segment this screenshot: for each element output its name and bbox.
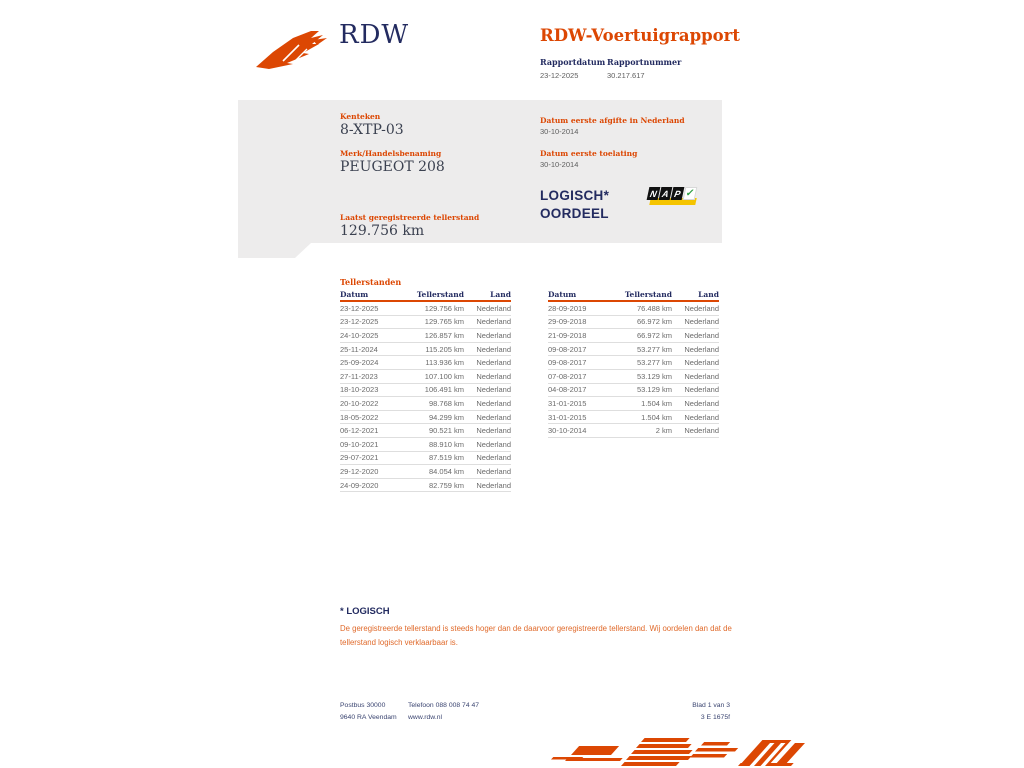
table-row <box>340 343 511 357</box>
cell-tellerstand: 87.519 km <box>428 453 464 463</box>
cell-land: Nederland <box>684 426 719 436</box>
table-row <box>340 452 511 466</box>
table-row <box>340 424 511 438</box>
table-row <box>340 370 511 384</box>
rdw-logo-swoosh-icon <box>253 22 335 72</box>
cell-land: Nederland <box>476 439 511 449</box>
tellerstanden-heading: Tellerstanden <box>340 277 402 287</box>
footer-address-line1: Postbus 30000 <box>340 702 386 709</box>
eerste-afgifte-label: Datum eerste afgifte in Nederland <box>540 116 685 125</box>
table-row <box>340 479 511 493</box>
cell-tellerstand: 66.972 km <box>636 330 672 340</box>
table-header-row <box>548 290 719 302</box>
table-row <box>340 329 511 343</box>
cell-tellerstand: 84.054 km <box>428 466 464 476</box>
cell-land: Nederland <box>476 466 511 476</box>
cell-land: Nederland <box>684 358 719 368</box>
report-date-label: Rapportdatum <box>540 57 606 67</box>
table-row <box>340 384 511 398</box>
cell-tellerstand: 53.277 km <box>636 358 672 368</box>
footer-form-code: 3 E 1675f <box>700 714 730 721</box>
laatste-tellerstand-value: 129.756 km <box>340 223 425 239</box>
cell-tellerstand: 1.504 km <box>641 412 672 422</box>
rdw-bottom-stripes-graphic <box>543 737 808 768</box>
column-header-land: Land <box>490 290 511 299</box>
cell-tellerstand: 129.765 km <box>424 317 464 327</box>
cell-datum: 30-10-2014 <box>548 426 587 436</box>
cell-land: Nederland <box>476 330 511 340</box>
eerste-toelating-label: Datum eerste toelating <box>540 149 638 158</box>
table-row <box>548 397 719 411</box>
cell-tellerstand: 53.277 km <box>636 344 672 354</box>
cell-tellerstand: 2 km <box>655 426 672 436</box>
cell-land: Nederland <box>476 412 511 422</box>
cell-land: Nederland <box>684 344 719 354</box>
column-header-tellerstand: Tellerstand <box>624 290 672 299</box>
cell-tellerstand: 126.857 km <box>424 330 464 340</box>
cell-datum: 07-08-2017 <box>548 371 587 381</box>
cell-datum: 25-11-2024 <box>340 344 378 354</box>
cell-tellerstand: 113.936 km <box>425 358 464 368</box>
table-row <box>340 465 511 479</box>
footer-page-indicator: Blad 1 van 3 <box>692 702 730 709</box>
cell-tellerstand: 53.129 km <box>636 371 672 381</box>
cell-land: Nederland <box>476 317 511 327</box>
cell-tellerstand: 98.768 km <box>428 398 464 408</box>
cell-land: Nederland <box>476 358 511 368</box>
table-row <box>548 329 719 343</box>
cell-tellerstand: 106.491 km <box>424 385 464 395</box>
cell-datum: 23-12-2025 <box>340 303 379 313</box>
cell-datum: 18-05-2022 <box>340 412 379 422</box>
oordeel-line1: LOGISCH* <box>540 188 610 203</box>
cell-datum: 18-10-2023 <box>340 385 379 395</box>
cell-tellerstand: 88.910 km <box>428 439 464 449</box>
table-row <box>548 302 719 316</box>
cell-land: Nederland <box>684 317 719 327</box>
kenteken-value: 8-XTP-03 <box>340 122 404 138</box>
column-header-land: Land <box>698 290 719 299</box>
report-number-label: Rapportnummer <box>607 57 682 67</box>
column-header-tellerstand: Tellerstand <box>416 290 464 299</box>
table-row <box>340 302 511 316</box>
eerste-afgifte-value: 30-10-2014 <box>540 127 579 136</box>
cell-datum: 24-10-2025 <box>340 330 379 340</box>
cell-land: Nederland <box>476 453 511 463</box>
cell-datum: 28-09-2019 <box>548 303 587 313</box>
cell-datum: 21-09-2018 <box>548 330 587 340</box>
cell-tellerstand: 90.521 km <box>428 426 464 436</box>
cell-datum: 31-01-2015 <box>548 412 587 422</box>
table-row <box>548 370 719 384</box>
cell-datum: 31-01-2015 <box>548 398 587 408</box>
page-title: RDW-Voertuigrapport <box>540 26 740 45</box>
footer-phone: Telefoon 088 008 74 47 <box>408 702 480 709</box>
cell-datum: 27-11-2023 <box>340 371 378 381</box>
cell-land: Nederland <box>476 398 511 408</box>
table-row <box>548 356 719 370</box>
column-header-datum: Datum <box>548 290 577 299</box>
cell-land: Nederland <box>476 426 511 436</box>
table-row <box>548 411 719 425</box>
cell-datum: 09-08-2017 <box>548 344 587 354</box>
merk-value: PEUGEOT 208 <box>340 159 445 175</box>
cell-datum: 20-10-2022 <box>340 398 379 408</box>
cell-datum: 09-08-2017 <box>548 358 587 368</box>
cell-tellerstand: 66.972 km <box>636 317 672 327</box>
nap-letter-p: P <box>671 187 685 200</box>
footnote-title: * LOGISCH <box>340 606 390 617</box>
table-row <box>340 411 511 425</box>
table-row <box>548 316 719 330</box>
footer-address-line2: 9640 RA Veendam <box>340 714 397 721</box>
nap-checkmark-icon: ✓ <box>683 187 698 200</box>
cell-land: Nederland <box>476 385 511 395</box>
nap-logo <box>648 187 698 208</box>
table-header-row <box>340 290 511 302</box>
eerste-toelating-value: 30-10-2014 <box>540 160 579 169</box>
cell-tellerstand: 76.488 km <box>636 303 672 313</box>
table-row <box>340 438 511 452</box>
cell-tellerstand: 53.129 km <box>636 385 672 395</box>
report-meta <box>540 57 682 80</box>
cell-land: Nederland <box>476 480 511 490</box>
cell-land: Nederland <box>684 330 719 340</box>
cell-land: Nederland <box>476 303 511 313</box>
cell-tellerstand: 94.299 km <box>428 412 464 422</box>
report-number-value: 30.217.617 <box>607 71 645 80</box>
cell-tellerstand: 115.205 km <box>425 344 464 354</box>
nap-letter-n: N <box>647 187 661 200</box>
tellerstanden-table-left <box>340 290 511 492</box>
vehicle-summary-box-tab <box>238 243 311 258</box>
cell-land: Nederland <box>684 412 719 422</box>
cell-land: Nederland <box>684 398 719 408</box>
table-row <box>340 397 511 411</box>
cell-tellerstand: 1.504 km <box>641 398 672 408</box>
cell-datum: 25-09-2024 <box>340 358 379 368</box>
table-row <box>340 356 511 370</box>
table-row <box>548 343 719 357</box>
tellerstanden-table-right <box>548 290 719 438</box>
table-row <box>548 424 719 438</box>
table-row <box>548 384 719 398</box>
nap-letter-a: A <box>659 187 673 200</box>
cell-tellerstand: 107.100 km <box>424 371 464 381</box>
report-date-value: 23-12-2025 <box>540 71 579 80</box>
cell-datum: 09-10-2021 <box>340 439 379 449</box>
cell-land: Nederland <box>684 303 719 313</box>
rdw-logo-text: RDW <box>339 20 410 50</box>
cell-datum: 24-09-2020 <box>340 480 379 490</box>
cell-land: Nederland <box>476 344 511 354</box>
cell-land: Nederland <box>684 371 719 381</box>
footer-website: www.rdw.nl <box>408 714 442 721</box>
table-row <box>340 316 511 330</box>
laatste-tellerstand-label: Laatst geregistreerde tellerstand <box>340 213 480 222</box>
cell-tellerstand: 129.756 km <box>424 303 464 313</box>
footnote-text: De geregistreerde tellerstand is steeds hoger dan de daarvoor geregistreerde tellerstand. Wij oordelen dan dat de tellerstand logisch verklaarbaar is. <box>340 624 732 647</box>
cell-datum: 29-09-2018 <box>548 317 587 327</box>
merk-label: Merk/Handelsbenaming <box>340 149 442 158</box>
cell-datum: 06-12-2021 <box>340 426 379 436</box>
cell-land: Nederland <box>476 371 511 381</box>
oordeel-line2: OORDEEL <box>540 206 609 221</box>
kenteken-label: Kenteken <box>340 112 381 121</box>
cell-datum: 29-07-2021 <box>340 453 379 463</box>
cell-land: Nederland <box>684 385 719 395</box>
cell-datum: 29-12-2020 <box>340 466 379 476</box>
cell-datum: 23-12-2025 <box>340 317 379 327</box>
cell-datum: 04-08-2017 <box>548 385 587 395</box>
column-header-datum: Datum <box>340 290 369 299</box>
cell-tellerstand: 82.759 km <box>428 480 464 490</box>
